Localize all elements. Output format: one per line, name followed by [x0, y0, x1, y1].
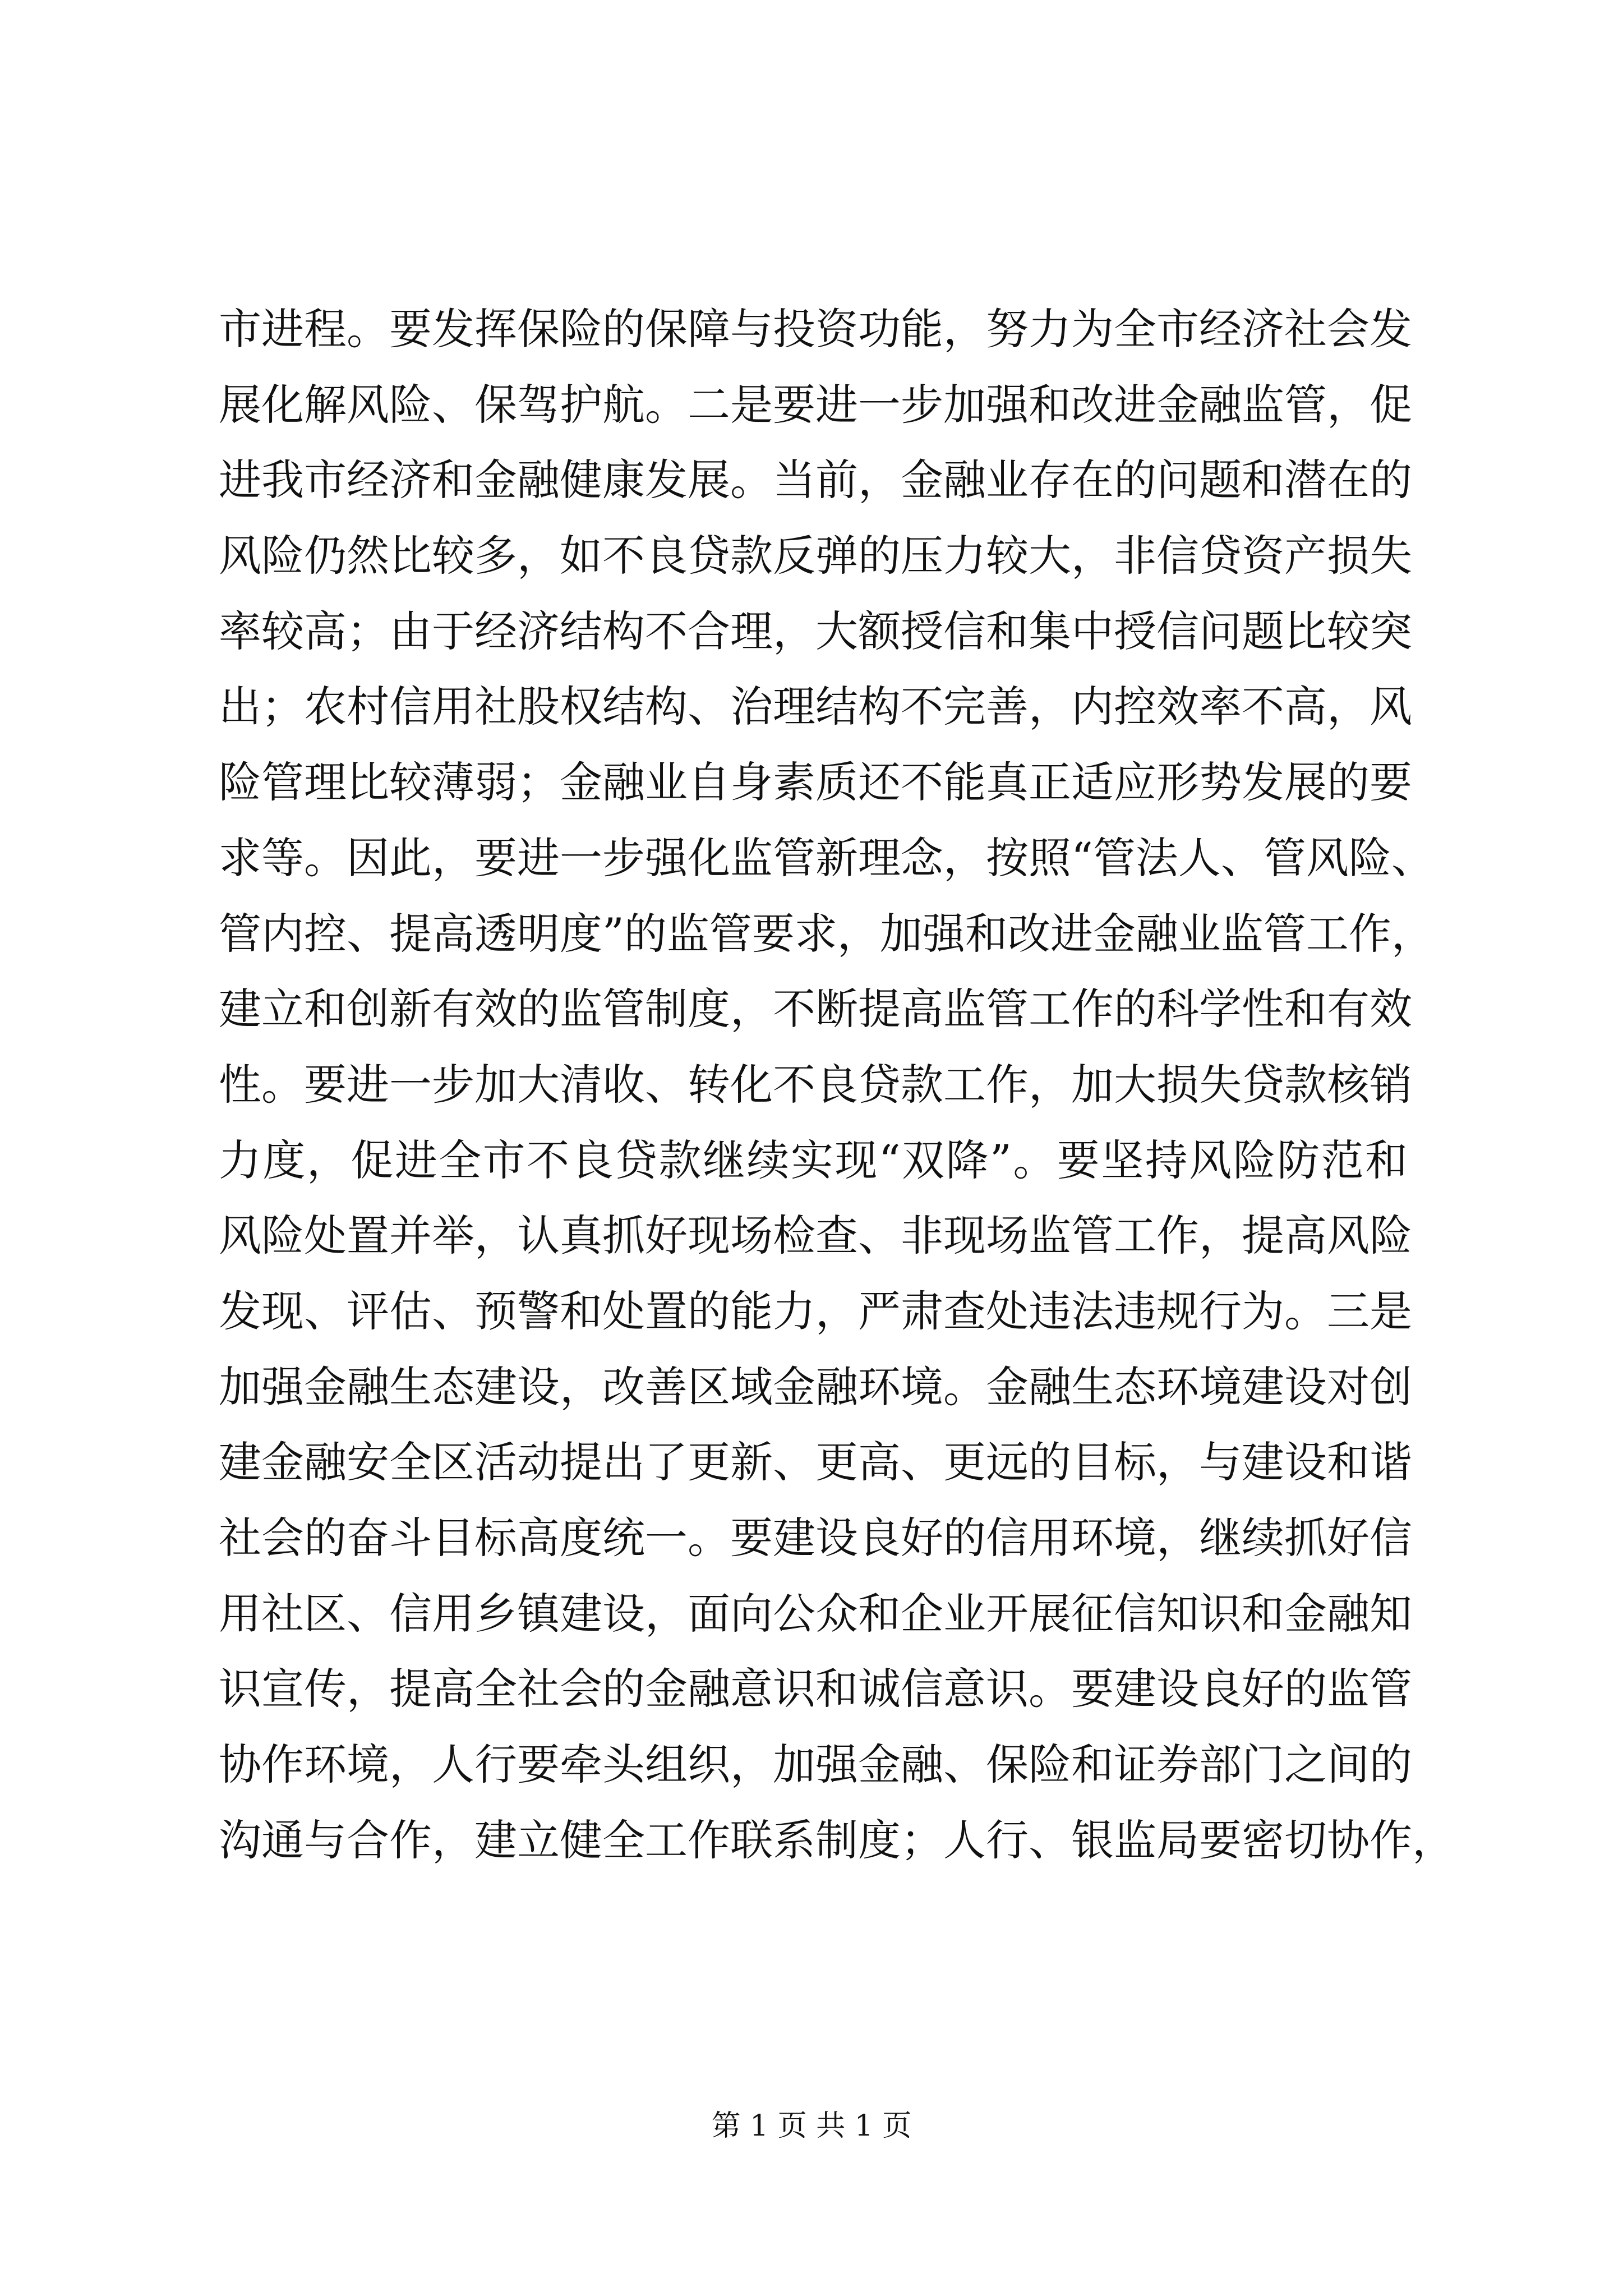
text-line: 识宣传，提高全社会的金融意识和诚信意识。要建设良好的监管	[219, 1664, 1412, 1714]
text-line: 率较高；由于经济结构不合理，大额授信和集中授信问题比较突	[219, 606, 1412, 656]
text-line: 力度，促进全市不良贷款继续实现“双降”。要坚持风险防范和	[219, 1135, 1408, 1185]
text-line: 用社区、信用乡镇建设，面向公众和企业开展征信知识和金融知	[219, 1588, 1412, 1639]
text-line: 协作环境，人行要牵头组织，加强金融、保险和证券部门之间的	[219, 1740, 1412, 1790]
text-line: 建金融安全区活动提出了更新、更高、更远的目标，与建设和谐	[219, 1437, 1412, 1488]
text-line: 市进程。要发挥保险的保障与投资功能，努力为全市经济社会发	[219, 304, 1412, 354]
text-line: 出；农村信用社股权结构、治理结构不完善，内控效率不高，风	[219, 682, 1412, 732]
text-line: 管内控、提高透明度”的监管要求，加强和改进金融业监管工作，	[219, 908, 1434, 959]
text-line: 发现、评估、预警和处置的能力，严肃查处违法违规行为。三是	[219, 1286, 1412, 1336]
text-line: 求等。因此，要进一步强化监管新理念，按照“管法人、管风险、	[219, 832, 1434, 883]
text-line: 沟通与合作，建立健全工作联系制度；人行、银监局要密切协作，	[219, 1815, 1455, 1865]
text-line: 加强金融生态建设，改善区域金融环境。金融生态环境建设对创	[219, 1361, 1412, 1412]
body-paragraph	[219, 292, 1455, 1878]
text-line: 风险处置并举，认真抓好现场检查、非现场监管工作，提高风险	[219, 1211, 1412, 1261]
text-line: 性。要进一步加大清收、转化不良贷款工作，加大损失贷款核销	[219, 1059, 1412, 1110]
text-line: 展化解风险、保驾护航。二是要进一步加强和改进金融监管，促	[219, 379, 1412, 430]
text-line: 建立和创新有效的监管制度，不断提高监管工作的科学性和有效	[219, 984, 1412, 1034]
text-line: 进我市经济和金融健康发展。当前，金融业存在的问题和潜在的	[219, 455, 1412, 505]
text-line: 社会的奋斗目标高度统一。要建设良好的信用环境，继续抓好信	[219, 1513, 1412, 1563]
text-line: 险管理比较薄弱；金融业自身素质还不能真正适应形势发展的要	[219, 757, 1412, 808]
text-line: 风险仍然比较多，如不良贷款反弹的压力较大，非信贷资产损失	[219, 531, 1412, 581]
page-footer: 第 1 页 共 1 页	[711, 2109, 912, 2143]
